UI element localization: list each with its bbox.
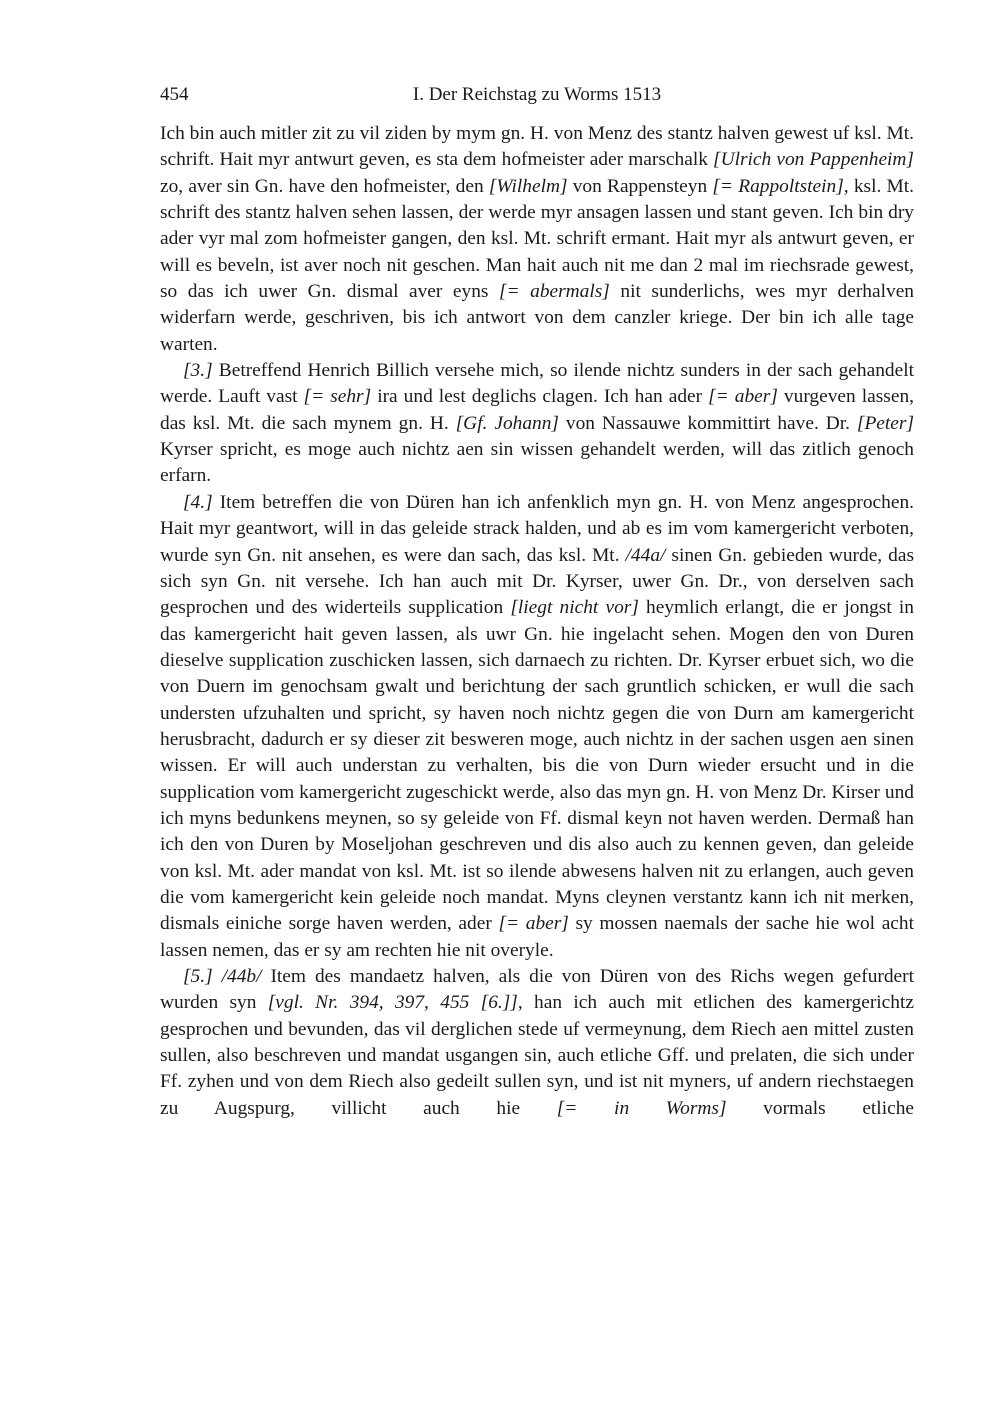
text-run: vurgeven lassen, das ksl. Mt. die sach mynem gn. H. <box>160 386 914 434</box>
editorial-note: [4.] <box>183 491 213 513</box>
editorial-note: [= Rappoltstein] <box>712 175 844 197</box>
running-title: I. Der Reichstag zu Worms 1513 <box>412 84 662 105</box>
editorial-note: [= sehr] <box>303 386 372 408</box>
text-run: nit sunderlichs, wes myr derhalven widerfarn werde, geschriven, bis ich antwort von dem canzler kriege. Der bin ich alle tage warten. <box>160 281 914 355</box>
text-run: Kyrser spricht, es moge auch nichtz aen sin wissen gehandelt werden, will das zitlich genoch erfarn. <box>160 439 914 487</box>
text-run: heymlich erlangt, die er jongst in das kamergericht hait geven lassen, als uwr Gn. hie ingelacht sehen. Mogen den von Duren dieselve supplication zuschicken lassen, sich darnaech zu richten. Dr. Kyrser erbuet sich, wo die von Duern im genochsam gwalt und berichtung der sach gruntlich schicken, er wull die sach understen ufzuhalten und spricht, sy haven noch nichtz gegen die von Durn am kamergericht herusbracht, dadurch er sy dieser zit besweren moge, auch nichtz in der sachen usgen aen sinen wissen. Er will auch understan zu verhalten, bis die von Durn wieder ersucht und in die supplication vom kamergericht zugeschickt werde, also das myn gn. H. von Menz Dr. Kirser und ich myns bedunkens meynen, so sy geleide von Ff. dismal keyn not haven werden. Dermaß han ich den von Duren by Moseljohan geschreven und dis also auch zu kennen geven, dan geleide von ksl. Mt. ader mandat von ksl. Mt. ist so ilende abwesens halven nit zu erlangen, auch geven die vom kamergericht kein geleide noch mandat. Myns cleynen verstantz kann ich nit merken, dismals einiche sorge haven werden, ader <box>160 597 914 935</box>
text-run: von Rappensteyn <box>567 175 713 197</box>
editorial-note: [3.] <box>183 360 213 382</box>
editorial-note: [vgl. Nr. 394, 397, 455 [6.]] <box>267 992 518 1014</box>
text-run: sinen Gn. gebieden wurde, das sich syn Gn. nit versehe. Ich han auch mit Dr. Kyrser, uwer Gn. Dr., von derselven sach gesprochen und des widerteils supplication <box>160 544 914 619</box>
text-run: zo, aver sin Gn. have den hofmeister, den <box>160 175 489 197</box>
editorial-note: [= in Worms] <box>556 1097 727 1119</box>
editorial-note: [Ulrich von Pappenheim] <box>713 149 914 171</box>
text-run: vormals etliche <box>726 1097 914 1119</box>
editorial-note: [Wilhelm] <box>488 175 568 197</box>
paragraph-continuation <box>160 121 914 358</box>
paragraph-section-4 <box>160 490 914 964</box>
text-run: , ksl. Mt. schrift des stantz halven sehen lassen, der werde myr ansagen lassen und stant geven. Ich bin dry ader vyr mal zom hofmeister gangen, den ksl. Mt. schrift ermant. Hait myr als antwurt geven, er will es beveln, ist aver noch nit geschen. Man hait auch nit me dan 2 mal im riechsrade gewest, so das ich uwer Gn. dismal aver eyns <box>160 175 914 303</box>
editorial-note: [Peter] <box>856 412 914 434</box>
editorial-note: [liegt nicht vor] <box>510 597 639 619</box>
editorial-note: [= aber] <box>708 386 778 408</box>
text-run: sy mossen naemals der sache hie wol acht lassen nemen, das er sy am rechten hie nit overyle. <box>160 913 914 961</box>
editorial-note: [= abermals] <box>498 281 610 303</box>
text-block <box>160 82 914 1122</box>
page-header <box>160 82 914 108</box>
editorial-note: /44a/ <box>625 544 666 566</box>
text-run: von Nassauwe kommittirt have. Dr. <box>558 412 857 434</box>
editorial-note: [5.] /44b/ <box>183 966 262 987</box>
text-run: Ich bin auch mitler zit zu vil ziden by mym gn. H. von Menz des stantz halven gewest uf ksl. Mt. schrift. Hait myr antwurt geven, es sta dem hofmeister ader marschalk <box>160 123 914 171</box>
page-number: 454 <box>160 84 189 105</box>
text-run: Betreffend Henrich Billich versehe mich, so ilende nichtz sunders in der sach gehandelt werde. Lauft vast <box>160 360 914 408</box>
paragraph-section-5 <box>160 964 914 1122</box>
paragraph-section-3 <box>160 358 914 490</box>
text-run: Item des mandaetz halven, als die von Düren von des Richs wegen gefurdert wurden syn <box>160 966 915 1014</box>
editorial-note: [= aber] <box>498 913 569 935</box>
editorial-note: [Gf. Johann] <box>455 412 559 434</box>
page-body <box>160 121 914 1122</box>
text-run: ira und lest deglichs clagen. Ich han ader <box>371 386 709 408</box>
text-run: Item betreffen die von Düren han ich anfenklich myn gn. H. von Menz angesprochen. Hait myr geantwort, will in das geleide strack halden, und ab es im vom kamergericht verboten, wurde syn Gn. nit ansehen, es were dan sach, das ksl. Mt. <box>160 491 914 566</box>
text-run: , han ich auch mit etlichen des kamergerichtz gesprochen und bevunden, das vil derglichen stede uf vermeynung, dem Riech aen mittel zusten sullen, also beschreven und mandat usgangen sin, auch etliche Gff. und prelaten, die sich under Ff. zyhen und von dem Riech also gedeilt sullen syn, und ist nit myners, uf andern riechstaegen zu Augspurg, villicht auch hie <box>160 992 914 1119</box>
